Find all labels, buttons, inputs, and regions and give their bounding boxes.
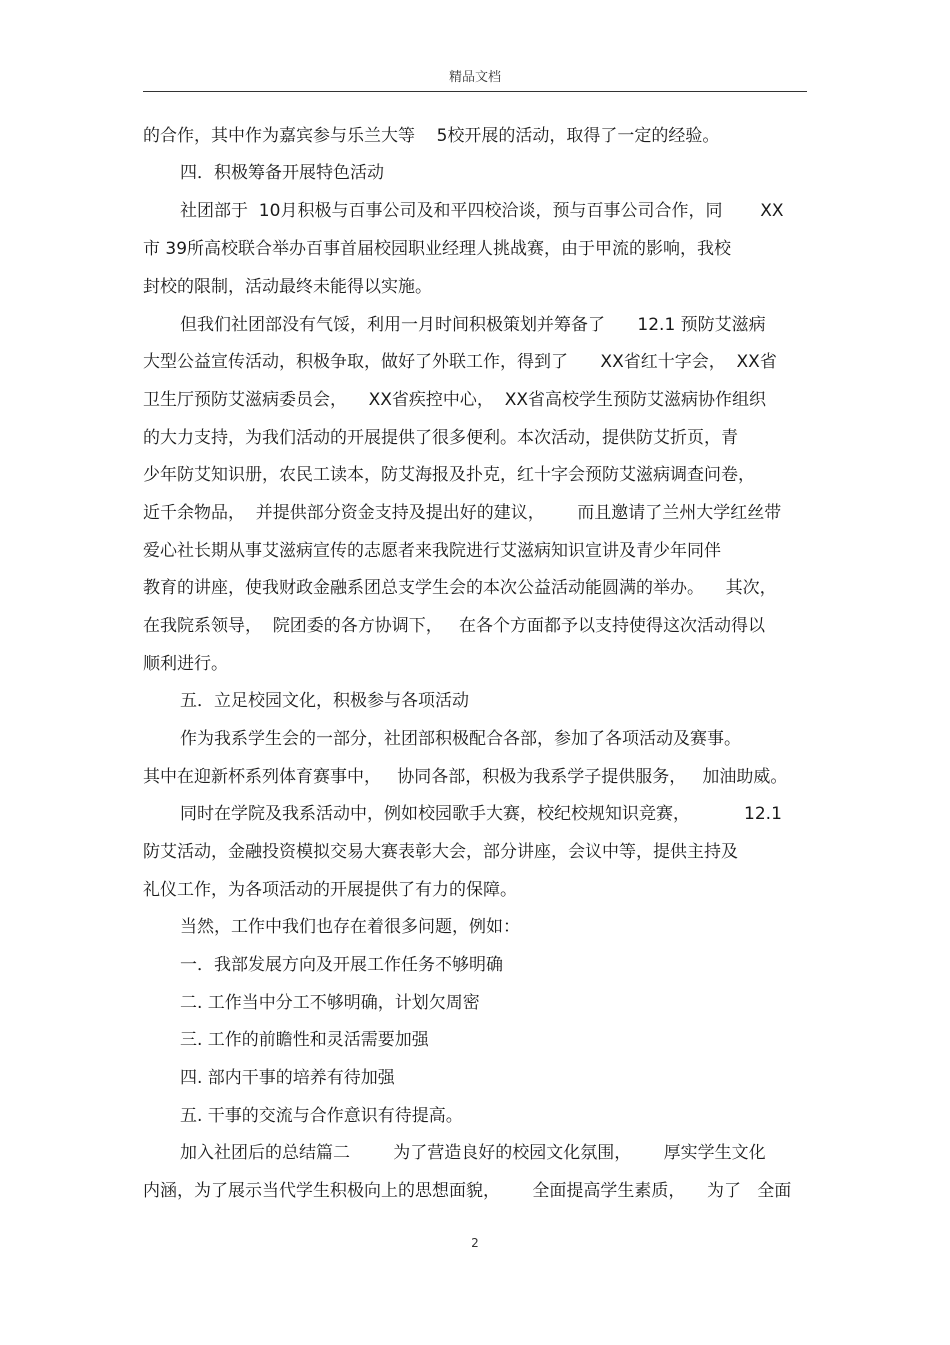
list-item: 四. 部内干事的培养有待加强: [180, 1068, 395, 1088]
text-line: 在我院系领导， 院团委的各方协调下， 在各个方面都予以支持使得这次活动得以: [143, 616, 766, 636]
text-line: 但我们社团部没有气馁，利用一月时间积极策划并筹备了 12.1 预防艾滋病: [180, 315, 766, 335]
text-line: 市 39所高校联合举办百事首届校园职业经理人挑战赛，由于甲流的影响，我校: [143, 239, 732, 259]
text-line: 顺利进行。: [143, 654, 228, 674]
text-line: 大型公益宣传活动，积极争取，做好了外联工作，得到了 XX省红十字会， XX省: [143, 352, 777, 372]
text-line: 的合作，其中作为嘉宾参与乐兰大等 5校开展的活动，取得了一定的经验。: [143, 126, 720, 146]
page-header: 精品文档: [448, 70, 501, 85]
text-line: 教育的讲座，使我财政金融系团总支学生会的本次公益活动能圆满的举办。 其次，: [143, 578, 777, 598]
list-item: 五. 干事的交流与合作意识有待提高。: [180, 1106, 463, 1126]
text-line: 内涵，为了展示当代学生积极向上的思想面貌， 全面提高学生素质， 为了 全面: [143, 1181, 792, 1201]
section-heading: 四．积极筹备开展特色活动: [180, 163, 384, 183]
text-line: 近千余物品， 并提供部分资金支持及提出好的建议， 而且邀请了兰州大学红丝带: [143, 503, 782, 523]
text-line: 作为我系学生会的一部分，社团部积极配合各部，参加了各项活动及赛事。: [180, 729, 741, 749]
text-line: 卫生厅预防艾滋病委员会， XX省疾控中心， XX省高校学生预防艾滋病协作组织: [143, 390, 767, 410]
text-line: 同时在学院及我系活动中，例如校园歌手大赛，校纪校规知识竞赛， 12.1: [180, 804, 782, 824]
list-item: 三. 工作的前瞻性和灵活需要加强: [180, 1030, 429, 1050]
list-item: 二. 工作当中分工不够明确，计划欠周密: [180, 993, 480, 1013]
text-line: 社团部于 10月积极与百事公司及和平四校洽谈，预与百事公司合作，同 XX: [180, 201, 784, 221]
text-line: 少年防艾知识册，农民工读本，防艾海报及扑克，红十字会预防艾滋病调查问卷，: [143, 465, 755, 485]
text-line: 礼仪工作，为各项活动的开展提供了有力的保障。: [143, 880, 517, 900]
section-heading: 五．立足校园文化，积极参与各项活动: [180, 691, 469, 711]
text-line: 当然，工作中我们也存在着很多问题，例如：: [180, 917, 520, 937]
page-number: 2: [471, 1236, 479, 1250]
text-line: 其中在迎新杯系列体育赛事中， 协同各部，积极为我系学子提供服务， 加油助威。: [143, 767, 788, 787]
text-line: 加入社团后的总结篇二 为了营造良好的校园文化氛围， 厚实学生文化: [180, 1143, 766, 1163]
list-item: 一．我部发展方向及开展工作任务不够明确: [180, 955, 503, 975]
text-line: 爱心社长期从事艾滋病宣传的志愿者来我院进行艾滋病知识宣讲及青少年同伴: [143, 541, 721, 561]
text-line: 封校的限制，活动最终未能得以实施。: [143, 277, 432, 297]
header-divider: [143, 91, 807, 92]
text-line: 防艾活动，金融投资模拟交易大赛表彰大会，部分讲座，会议中等，提供主持及: [143, 842, 738, 862]
text-line: 的大力支持，为我们活动的开展提供了很多便利。本次活动，提供防艾折页，青: [143, 428, 738, 448]
